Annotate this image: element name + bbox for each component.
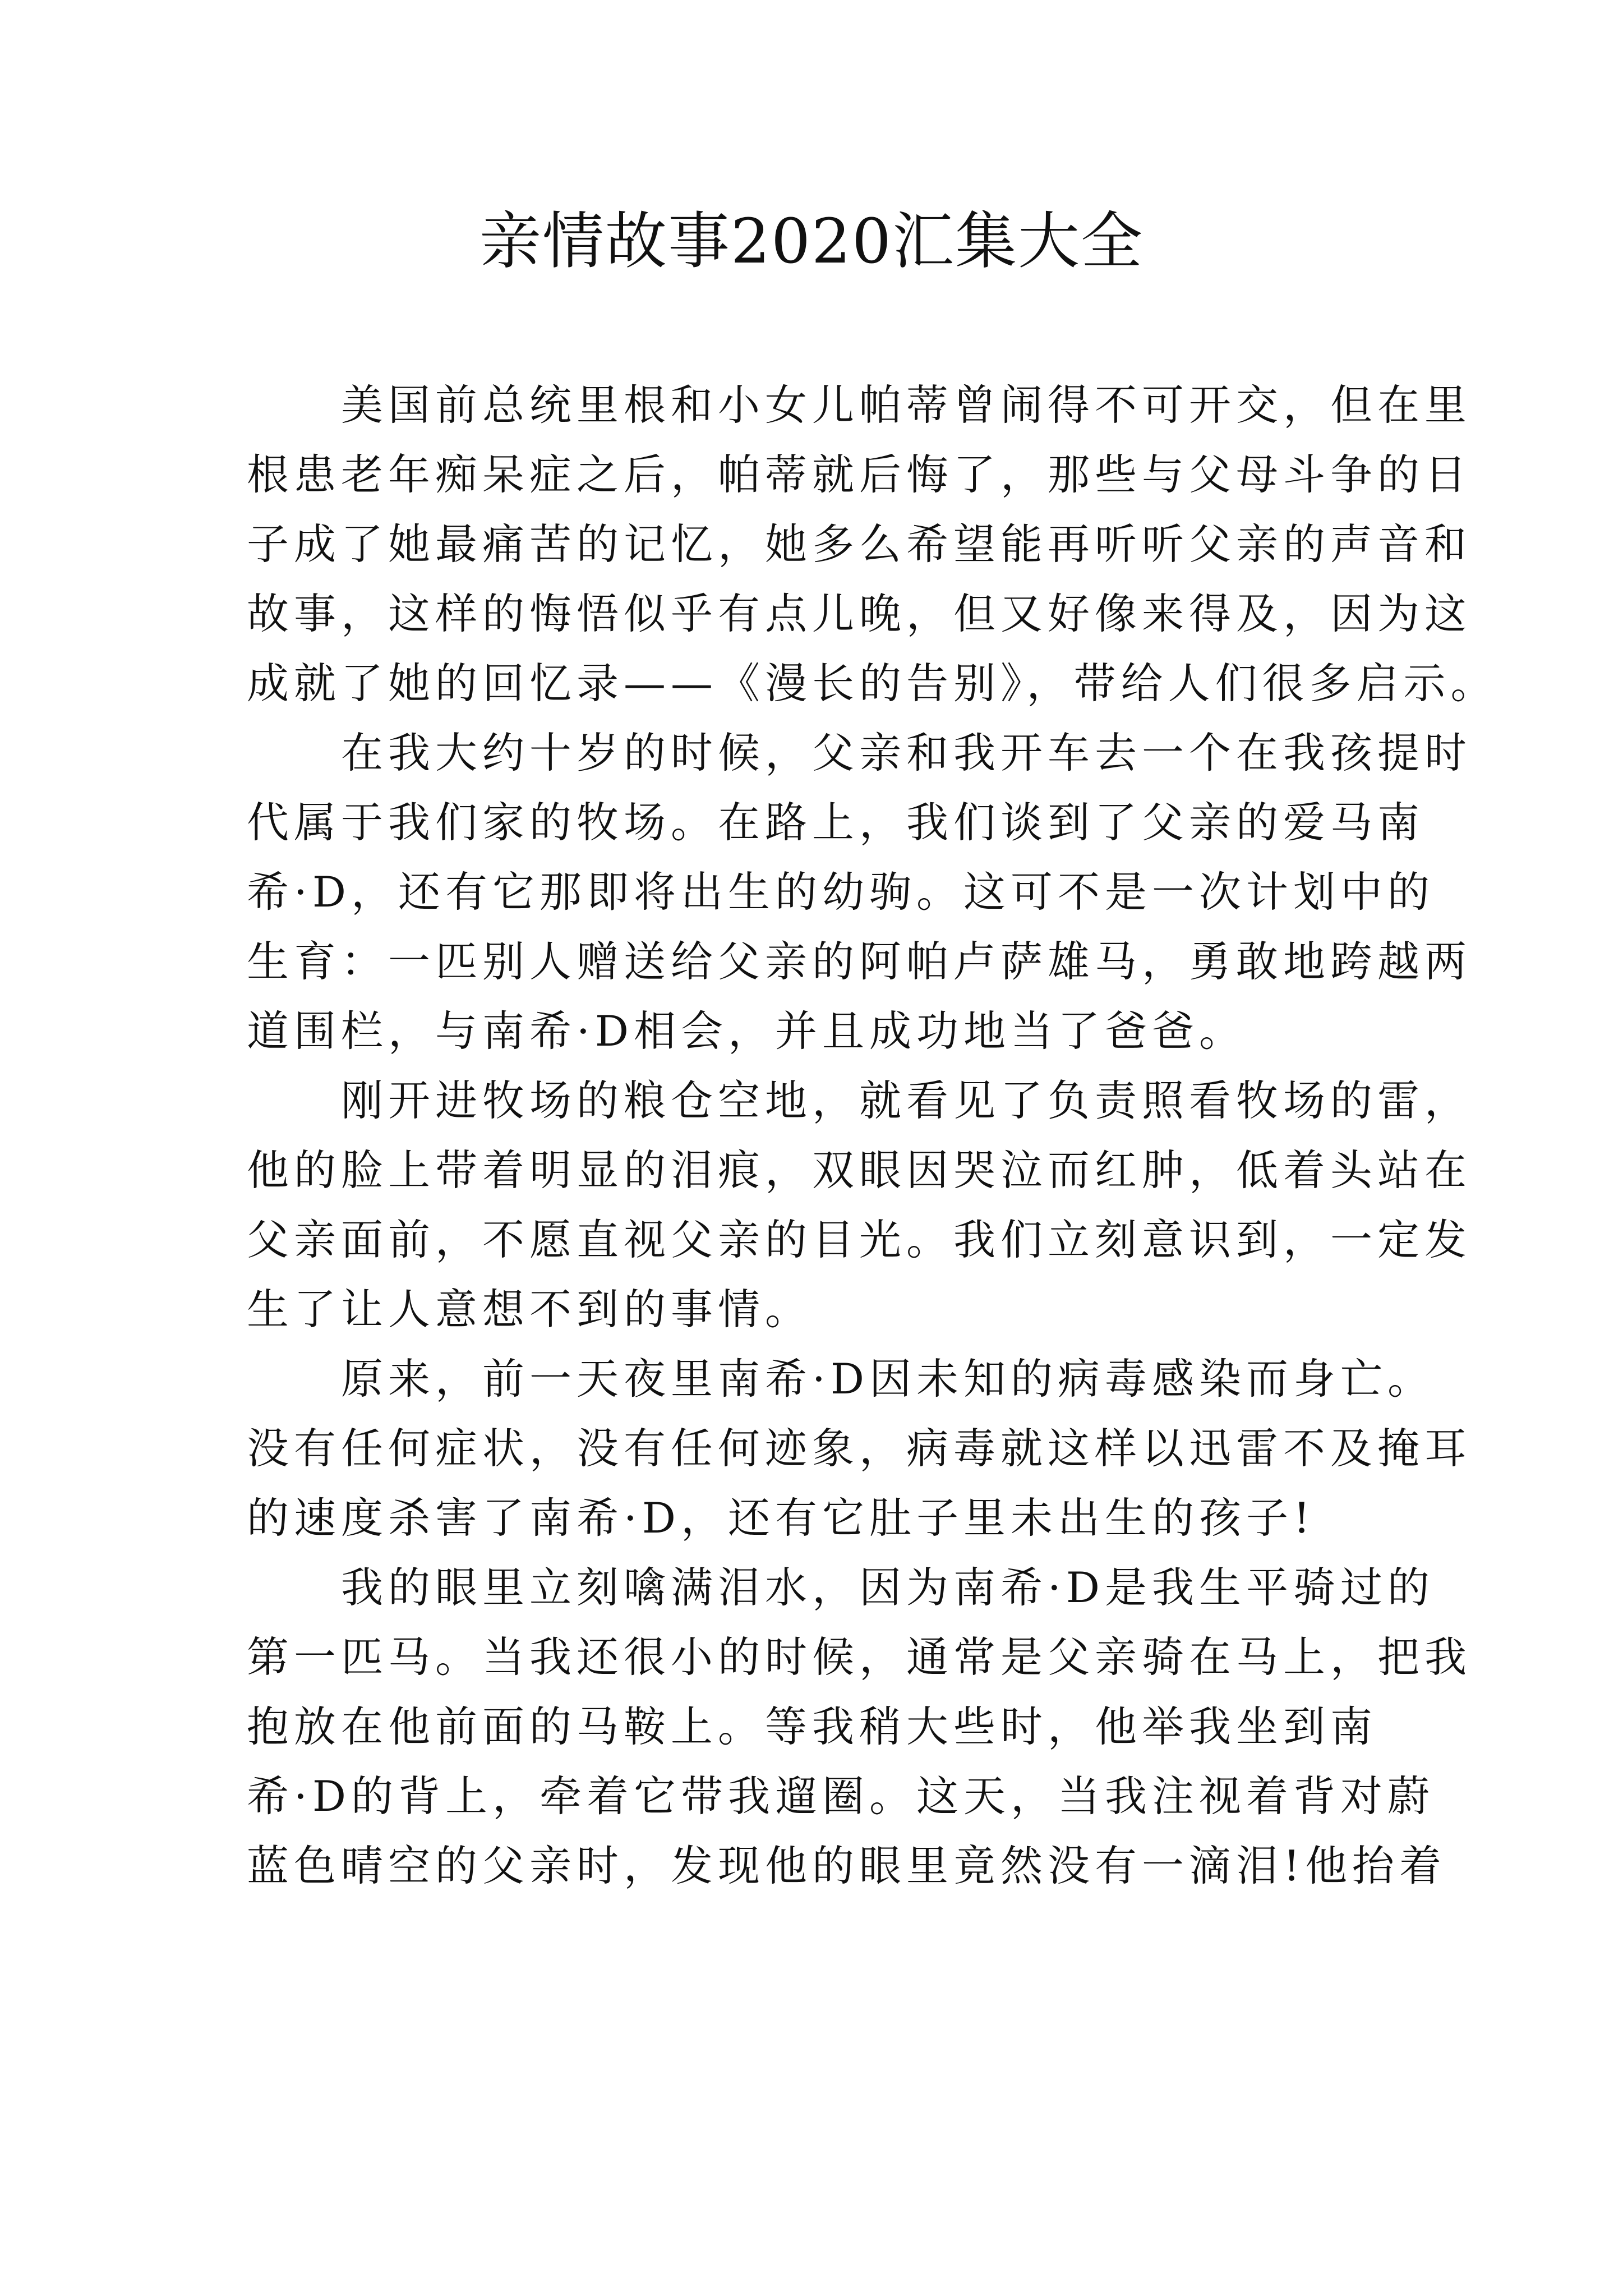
text-line: 我的眼里立刻噙满泪水，因为南希·D是我生平骑过的 [341, 1563, 1435, 1612]
text-line: 故事，这样的悔悟似乎有点儿晚，但又好像来得及，因为这 [247, 589, 1472, 638]
text-line: 希·D，还有它那即将出生的幼驹。这可不是一次计划中的 [247, 867, 1435, 917]
paragraph [247, 1344, 1472, 1553]
text-line: 代属于我们家的牧场。在路上，我们谈到了父亲的爱马南 [247, 798, 1425, 847]
text-line: 子成了她最痛苦的记忆，她多么希望能再听听父亲的声音和 [247, 519, 1472, 569]
text-line: 生了让人意想不到的事情。 [247, 1285, 813, 1334]
text-line: 抱放在他前面的马鞍上。等我稍大些时，他举我坐到南 [247, 1702, 1378, 1751]
paragraph [247, 1553, 1472, 1901]
text-line: 道围栏，与南希·D相会，并且成功地当了爸爸。 [247, 1006, 1246, 1056]
document-body [247, 370, 1498, 1901]
text-line: 蓝色晴空的父亲时，发现他的眼里竟然没有一滴泪!他抬着 [247, 1841, 1447, 1890]
text-line: 没有任何症状，没有任何迹象，病毒就这样以迅雷不及掩耳 [247, 1424, 1472, 1473]
text-line: 刚开进牧场的粮仓空地，就看见了负责照看牧场的雷， [341, 1076, 1472, 1125]
text-line: 的速度杀害了南希·D，还有它肚子里未出生的孩子! [247, 1493, 1316, 1543]
text-line: 在我大约十岁的时候，父亲和我开车去一个在我孩提时 [341, 728, 1472, 777]
paragraph [247, 1066, 1472, 1344]
paragraph [247, 718, 1472, 1066]
text-line: 成就了她的回忆录——《漫长的告别》，带给人们很多启示。 [247, 659, 1498, 708]
text-line: 他的脸上带着明显的泪痕，双眼因哭泣而红肿，低着头站在 [247, 1145, 1472, 1195]
paragraph [247, 370, 1498, 718]
text-line: 原来，前一天夜里南希·D因未知的病毒感染而身亡。 [341, 1354, 1435, 1404]
text-line: 根患老年痴呆症之后，帕蒂就后悔了，那些与父母斗争的日 [247, 450, 1472, 499]
text-line: 父亲面前，不愿直视父亲的目光。我们立刻意识到，一定发 [247, 1215, 1472, 1264]
text-line: 希·D的背上，牵着它带我遛圈。这天，当我注视着背对蔚 [247, 1772, 1435, 1821]
text-line: 生育：一匹别人赠送给父亲的阿帕卢萨雄马，勇敢地跨越两 [247, 937, 1472, 986]
text-line: 第一匹马。当我还很小的时候，通常是父亲骑在马上，把我 [247, 1632, 1472, 1682]
document-title: 亲情故事2020汇集大全 [479, 205, 1144, 277]
text-line: 美国前总统里根和小女儿帕蒂曾闹得不可开交，但在里 [341, 380, 1472, 430]
